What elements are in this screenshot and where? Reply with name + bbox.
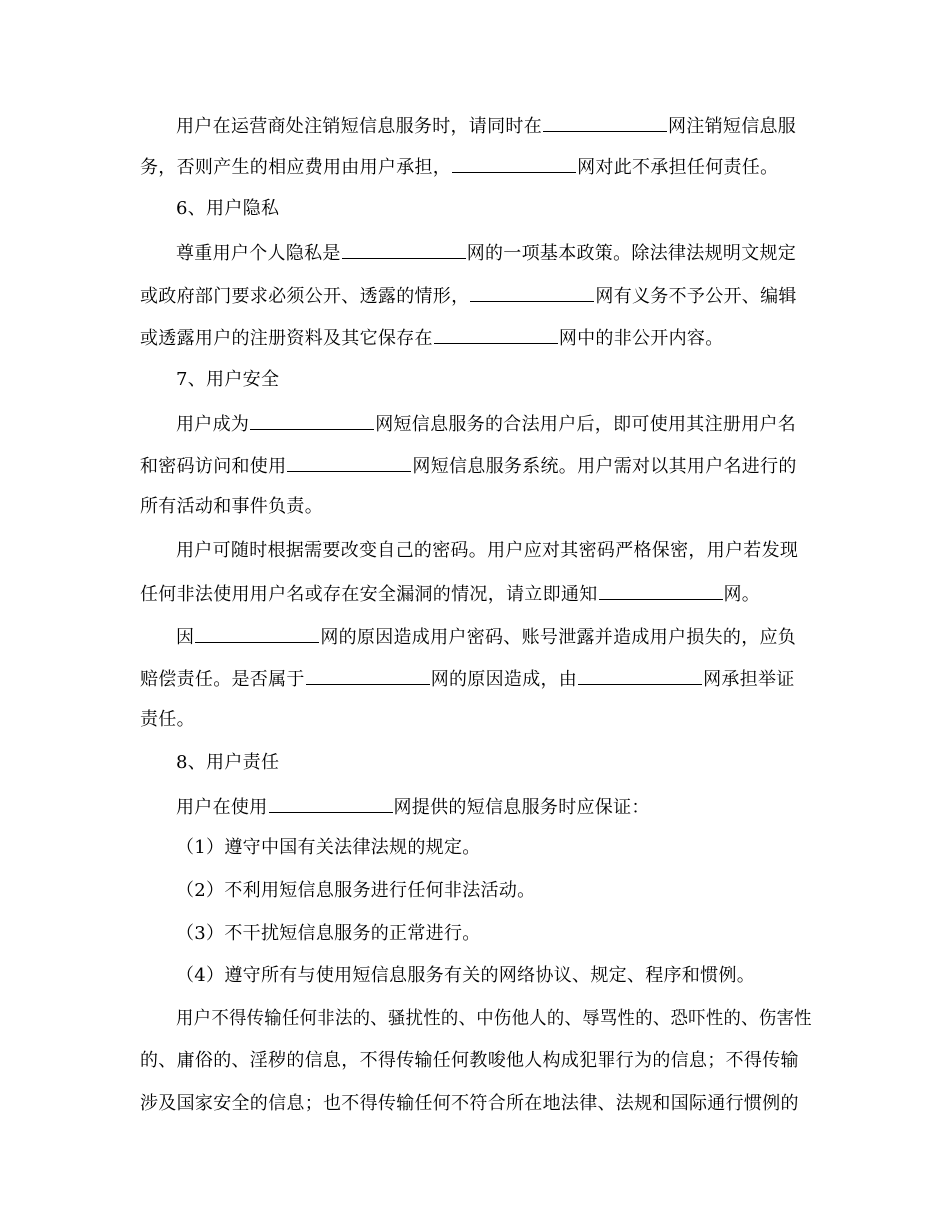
fill-in-blank — [452, 154, 576, 173]
text-segment: 用户在使用 — [176, 797, 268, 818]
paragraph-password-line-2 — [140, 581, 760, 607]
text-segment: 的、庸俗的、淫秽的信息，不得传输任何教唆他人构成犯罪行为的信息；不得传输 — [140, 1050, 799, 1071]
text-segment: 网承担举证 — [703, 669, 795, 690]
text-segment: 用户成为 — [176, 414, 250, 435]
text-segment: 或政府部门要求必须公开、透露的情形， — [140, 286, 470, 307]
fill-in-blank — [434, 325, 558, 344]
text-segment: 或透露用户的注册资料及其它保存在 — [140, 328, 433, 349]
paragraph-responsibility-intro — [176, 794, 650, 820]
paragraph-password-line-1 — [176, 539, 798, 563]
text-segment: 和密码访问和使用 — [140, 456, 287, 477]
text-segment: 网有义务不予公开、编辑 — [595, 286, 797, 307]
paragraph-prohibited-line-2 — [140, 1049, 799, 1073]
paragraph-prohibited-line-3 — [140, 1092, 799, 1116]
list-item-text: （4）遵守所有与使用短信息服务有关的网络协议、规定、程序和惯例。 — [176, 965, 756, 986]
paragraph-liability-line-3 — [140, 708, 195, 732]
text-segment: 网短信息服务系统。用户需对以其用户名进行的 — [412, 456, 797, 477]
paragraph-privacy-line-3 — [140, 325, 724, 351]
heading-text: 8、用户责任 — [176, 752, 280, 773]
fill-in-blank — [287, 453, 411, 472]
text-segment: 所有活动和事件负责。 — [140, 496, 323, 517]
text-segment: 网对此不承担任何责任。 — [577, 157, 779, 178]
paragraph-security-line-2 — [140, 453, 797, 479]
paragraph-prohibited-line-1 — [176, 1007, 812, 1031]
list-item-2 — [176, 879, 535, 903]
paragraph-deregister-line-2 — [140, 154, 778, 180]
paragraph-security-line-3 — [140, 495, 323, 519]
text-segment: 网的原因造成用户密码、账号泄露并造成用户损失的，应负 — [320, 627, 797, 648]
paragraph-deregister-line-1 — [176, 113, 796, 139]
paragraph-liability-line-2 — [140, 666, 795, 692]
section-heading-responsibility — [176, 751, 279, 775]
section-heading-security — [176, 368, 279, 392]
text-segment: 责任。 — [140, 709, 195, 730]
text-segment: 网注销短信息服 — [668, 116, 797, 137]
paragraph-liability-line-1 — [176, 624, 796, 650]
text-segment: 尊重用户个人隐私是 — [176, 243, 341, 264]
text-segment: 用户不得传输任何非法的、骚扰性的、中伤他人的、辱骂性的、恐吓性的、伤害性 — [176, 1008, 812, 1029]
list-item-1 — [176, 836, 481, 860]
text-segment: 网的一项基本政策。除法律法规明文规定 — [466, 243, 797, 264]
paragraph-security-line-1 — [176, 411, 796, 437]
list-item-text: （2）不利用短信息服务进行任何非法活动。 — [176, 880, 536, 901]
text-segment: 网短信息服务的合法用户后，即可使用其注册用户名 — [375, 414, 797, 435]
fill-in-blank — [269, 794, 393, 813]
text-segment: 网的原因造成，由 — [430, 669, 578, 690]
text-segment: 务，否则产生的相应费用由用户承担， — [140, 157, 452, 178]
fill-in-blank — [543, 113, 667, 132]
fill-in-blank — [470, 283, 594, 302]
text-segment: 用户在运营商处注销短信息服务时，请同时在 — [176, 116, 542, 137]
text-segment: 用户可随时根据需要改变自己的密码。用户应对其密码严格保密，用户若发现 — [176, 540, 799, 561]
text-segment: 涉及国家安全的信息；也不得传输任何不符合所在地法律、法规和国际通行惯例的 — [140, 1093, 799, 1114]
fill-in-blank — [306, 666, 430, 685]
fill-in-blank — [599, 581, 723, 600]
fill-in-blank — [342, 240, 466, 259]
paragraph-privacy-line-2 — [140, 283, 797, 309]
list-item-3 — [176, 922, 481, 946]
fill-in-blank — [250, 411, 374, 430]
text-segment: 因 — [176, 627, 195, 648]
heading-text: 6、用户隐私 — [176, 198, 280, 219]
text-segment: 任何非法使用用户名或存在安全漏洞的情况，请立即通知 — [140, 584, 598, 605]
text-segment: 网提供的短信息服务时应保证： — [393, 797, 650, 818]
section-heading-privacy — [176, 197, 279, 221]
fill-in-blank — [578, 666, 702, 685]
text-segment: 网中的非公开内容。 — [558, 328, 724, 349]
fill-in-blank — [195, 624, 319, 643]
text-segment: 网。 — [723, 584, 761, 605]
list-item-text: （1）遵守中国有关法律法规的规定。 — [176, 837, 481, 858]
text-segment: 赔偿责任。是否属于 — [140, 669, 305, 690]
heading-text: 7、用户安全 — [176, 369, 280, 390]
list-item-text: （3）不干扰短信息服务的正常进行。 — [176, 923, 481, 944]
list-item-4 — [176, 964, 755, 988]
paragraph-privacy-line-1 — [176, 240, 796, 266]
